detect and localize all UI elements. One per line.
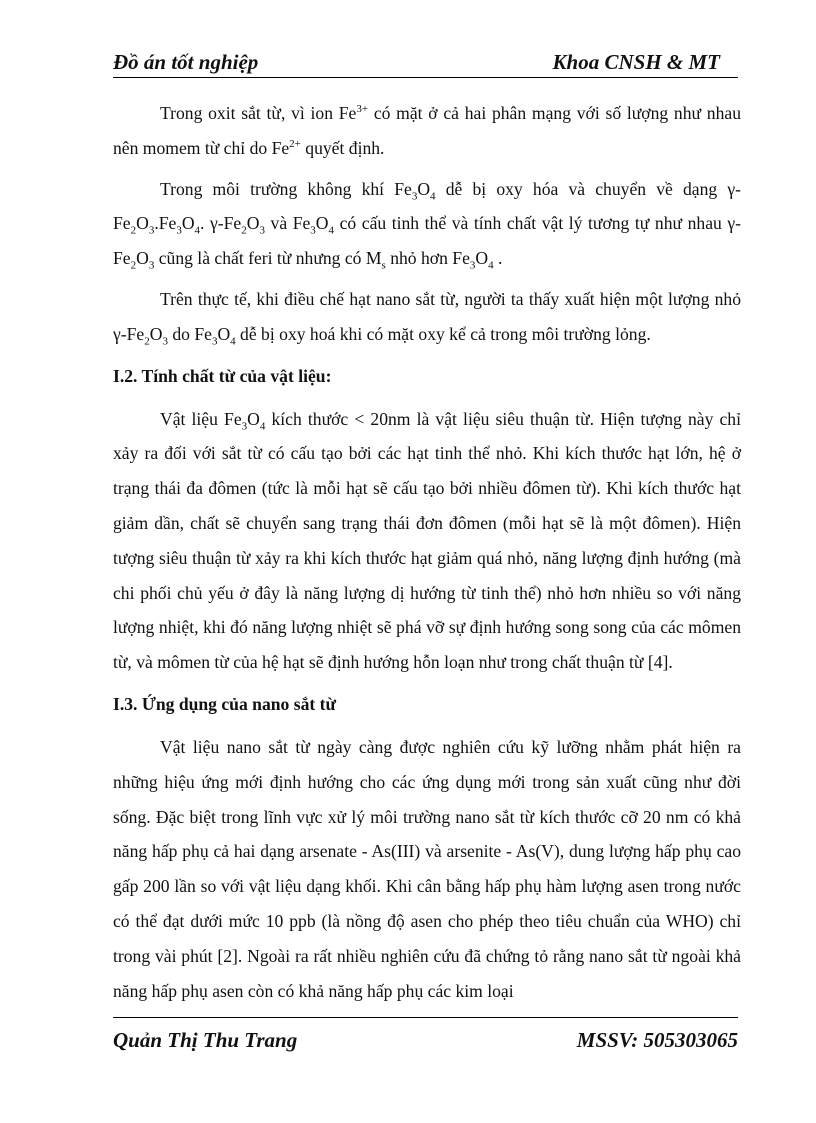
header-rule: [113, 77, 738, 78]
section-heading-magnetic-properties: I.2. Tính chất từ của vật liệu:: [113, 365, 332, 386]
page-footer: [113, 1028, 738, 1058]
header-title-left: Đồ án tốt nghiệp: [113, 50, 259, 74]
paragraph-oxide-moment: Trong oxit sắt từ, vì ion $Fe^{3+}$ có mặt ở cả hai phân mạng với số lượng như nhau nên momem từ chỉ do $Fe^{2+}$ quyết định.: [113, 103, 741, 158]
header-title-right: Khoa CNSH & MT: [552, 50, 720, 74]
document-body: [113, 96, 741, 1014]
page-header: [113, 46, 738, 78]
paragraph-synthesis: Trên thực tế, khi điều chế hạt nano sắt từ, người ta thấy xuất hiện một lượng nhỏ $\gamma-Fe_2O_3$ do $Fe_3O_4$ dễ bị oxy hoá khi có mặt oxy kể cả trong môi trường lỏng.: [113, 288, 741, 348]
paragraph-oxidation: Trong môi trường không khí $Fe_3O_4$ dễ bị oxy hóa và chuyển về dạng $\gamma-Fe_2O_3.Fe_3O_4$. $\gamma-Fe_2O_3$ và $Fe_3O_4$ có cấu tinh thể và tính chất vật lý tương tự như nhau $\gamma-Fe_2O_3$ cũng là chất feri từ nhưng có $M_s$ nhỏ hơn $Fe_3O_4$ .: [113, 178, 741, 272]
paragraph-superparamagnetism: Vật liệu $Fe_3O_4$ kích thước < 20nm là vật liệu siêu thuận từ. Hiện tượng này chỉ xảy ra đối với sắt từ có cấu tạo bởi các hạt tinh thể nhỏ. Khi kích thước hạt lớn, hệ ở trạng thái đa đômen (tức là mỗi hạt sẽ cấu tạo bởi nhiều đômen từ). Khi kích thước hạt giảm dần, chất sẽ chuyển sang trạng thái đơn đômen (mỗi hạt sẽ là một đômen). Hiện tượng siêu thuận từ xảy ra khi kích thước hạt giảm quá nhỏ, năng lượng định hướng (mà chi phối chủ yếu ở đây là năng lượng dị hướng từ tinh thể) nhỏ hơn nhiều so với năng lượng nhiệt, khi đó năng lượng nhiệt sẽ phá vỡ sự định hướng song song của các mômen từ, và mômen từ của hệ hạt sẽ định hướng hỗn loạn như trong chất thuận từ [4].: [113, 408, 741, 673]
footer-rule: [113, 1017, 738, 1018]
paragraph-applications: Vật liệu nano sắt từ ngày càng được nghiên cứu kỹ lưỡng nhằm phát hiện ra những hiệu ứng mới định hướng cho các ứng dụng mới trong sản xuất cũng như đời sống. Đặc biệt trong lĩnh vực xử lý môi trường nano sắt từ kích thước cỡ 20 nm có khả năng hấp phụ cả hai dạng arsenate - As(III) và arsenite - As(V), dung lượng hấp phụ cao gấp 200 lần so với vật liệu dạng khối. Khi cân bằng hấp phụ hàm lượng asen trong nước có thể đạt dưới mức 10 ppb (là nồng độ asen cho phép theo tiêu chuẩn của WHO) chỉ trong vài phút [2]. Ngoài ra rất nhiều nghiên cứu đã chứng tỏ rằng nano sắt từ ngoài khả năng hấp phụ asen còn có khả năng hấp phụ các kim loại: [113, 736, 741, 1001]
footer-author: Quản Thị Thu Trang: [113, 1028, 298, 1052]
section-heading-applications: I.3. Ứng dụng của nano sắt từ: [113, 693, 337, 714]
footer-student-id: MSSV: 505303065: [576, 1028, 738, 1052]
